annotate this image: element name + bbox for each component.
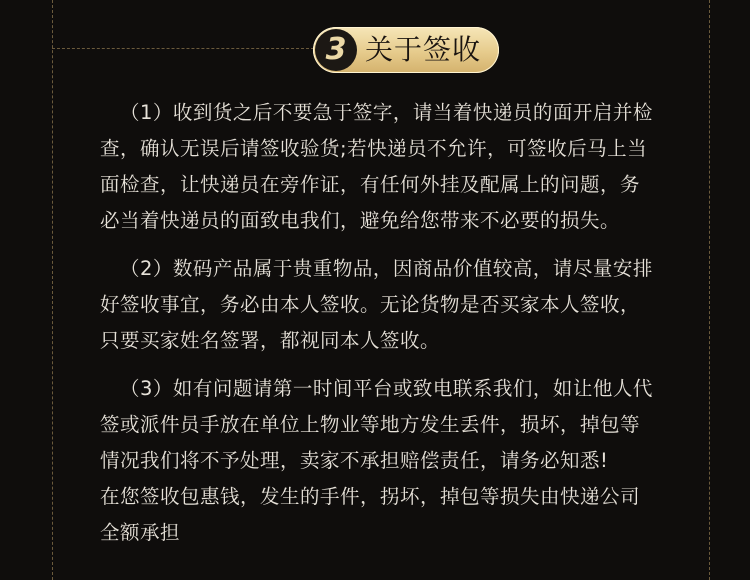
note-line: 签或派件员手放在单位上物业等地方发生丢件，损坏，掉包等 <box>100 413 641 436</box>
note-line: （1）收到货之后不要急于签字，请当着快递员的面开启并检 <box>120 101 653 124</box>
note-paragraph-1 <box>100 95 705 239</box>
note-line: 好签收事宜，务必由本人签收。无论货物是否买家本人签收， <box>100 293 641 316</box>
frame-right-dashed-line <box>709 0 710 580</box>
note-line: 面检查，让快递员在旁作证，有任何外挂及配属上的问题，务 <box>100 173 641 196</box>
note-paragraph-3 <box>100 371 705 551</box>
note-paragraph-2 <box>100 251 705 359</box>
section-number-circle: 3 <box>315 29 357 71</box>
note-line: 只要买家姓名签署，都视同本人签收。 <box>100 329 441 352</box>
note-line: （3）如有问题请第一时间平台或致电联系我们，如让他人代 <box>120 377 653 400</box>
sign-for-notes <box>100 95 705 563</box>
section-title: 关于签收 <box>365 33 482 66</box>
note-line: 必当着快递员的面致电我们，避免给您带来不必要的损失。 <box>100 209 621 232</box>
note-line: （2）数码产品属于贵重物品，因商品价值较高，请尽量安排 <box>120 257 653 280</box>
header-dashed-rule <box>52 48 314 49</box>
frame-left-dashed-line <box>52 0 53 580</box>
note-line: 查，确认无误后请签收验货;若快递员不允许，可签收后马上当 <box>100 137 648 160</box>
section-header-badge <box>313 27 499 73</box>
note-line: 情况我们将不予处理，卖家不承担赔偿责任，请务必知悉! <box>100 449 609 472</box>
note-line: 在您签收包惠钱，发生的手件，拐坏，掉包等损失由快递公司 <box>100 485 641 508</box>
note-line: 全额承担 <box>100 521 181 544</box>
